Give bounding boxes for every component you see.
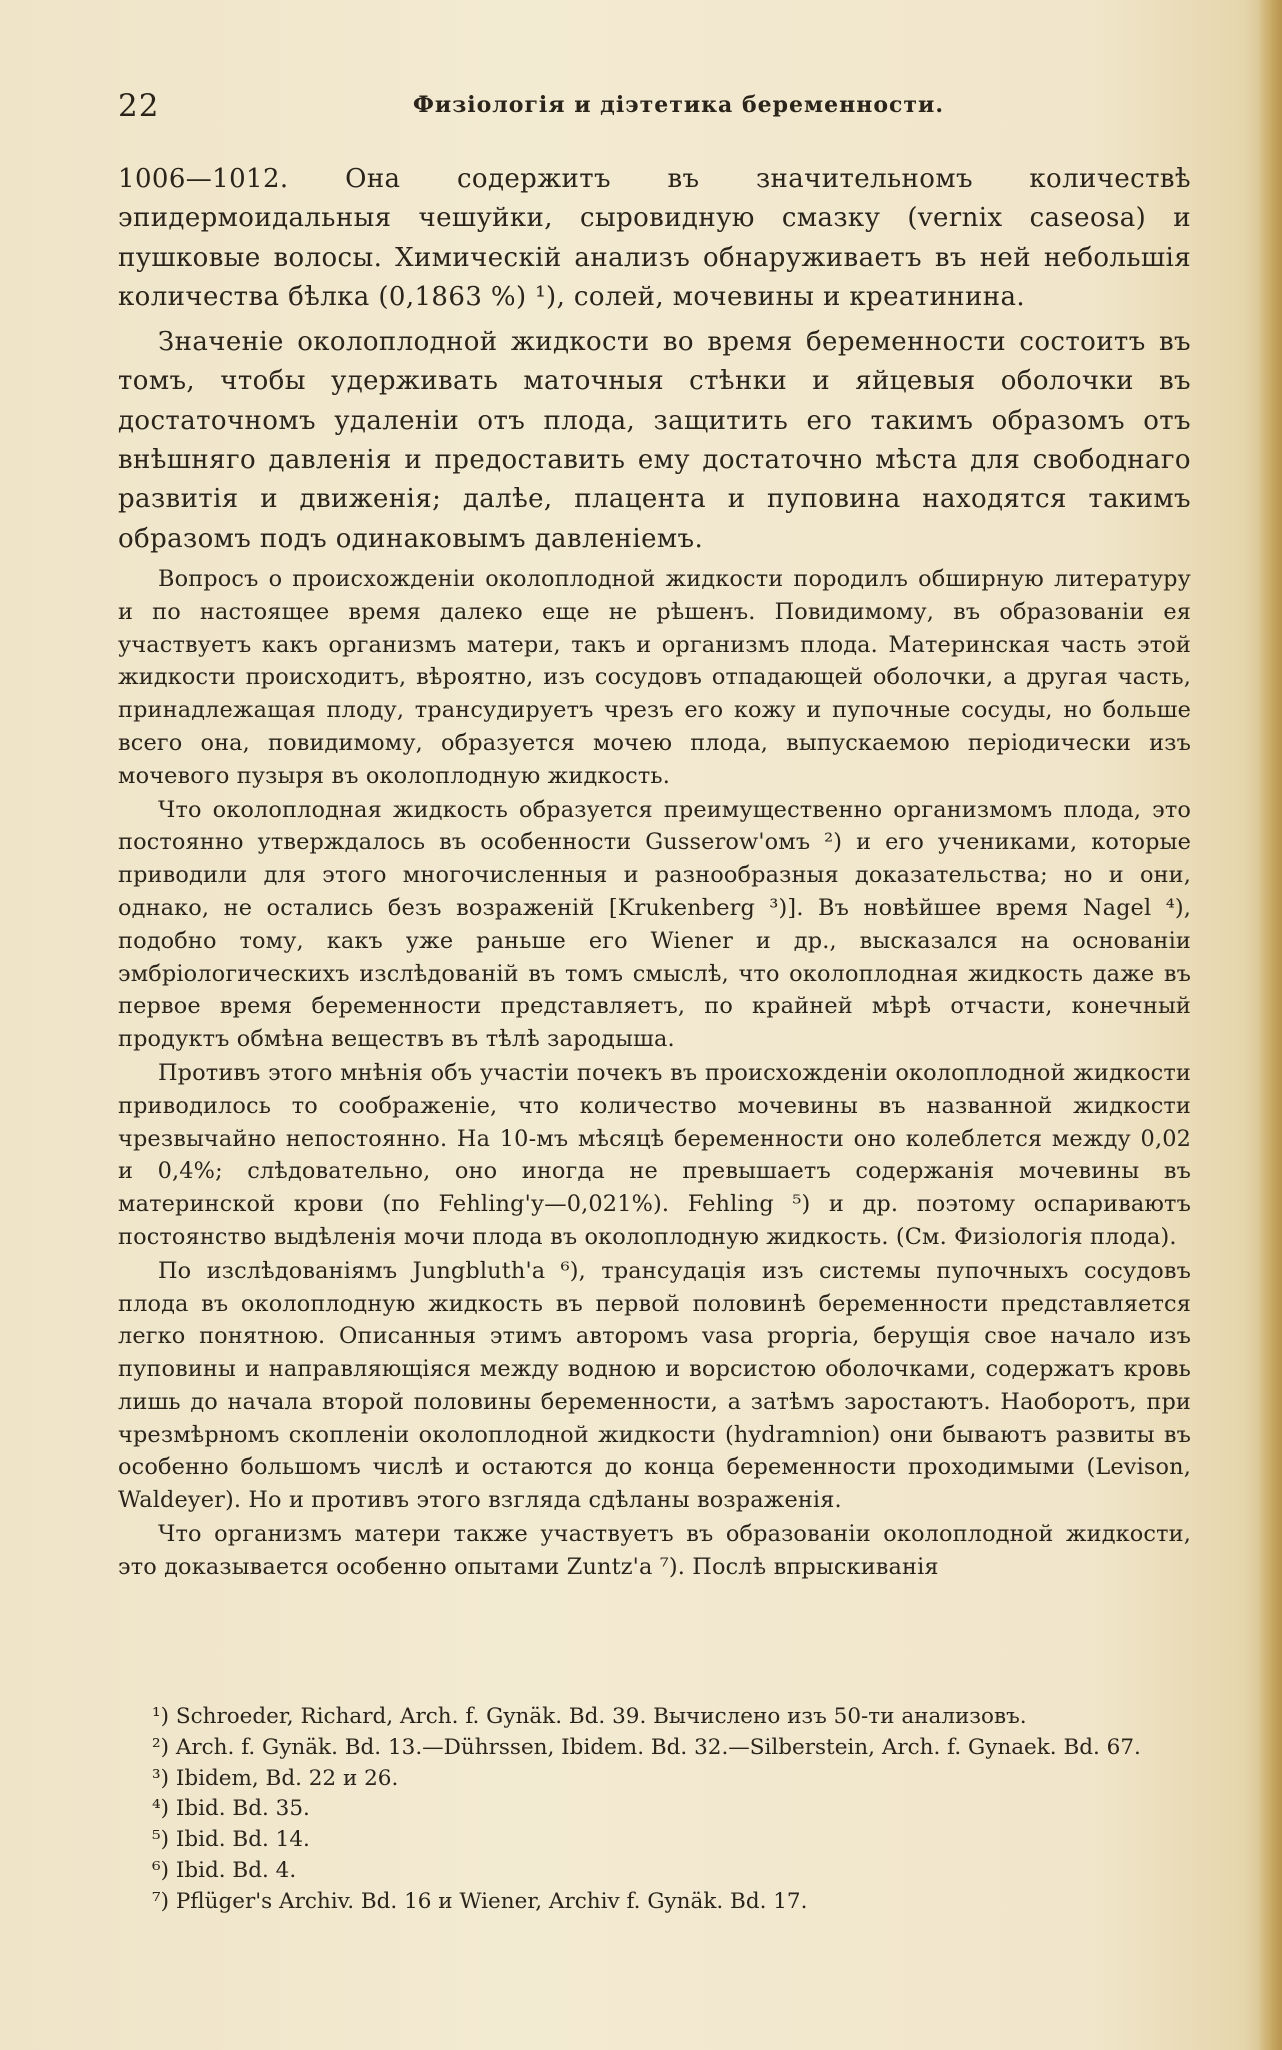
footnote-4: ⁴) Ibid. Bd. 35. xyxy=(152,1796,310,1822)
page-edge xyxy=(1260,0,1282,2050)
paragraph-jungbluth: По изслѣдованіямъ Jungbluth'а ⁶), трансудація изъ системы пупочныхъ сосудовъ плода въ околоплодную жидкость въ первой половинѣ беременности представляется легко понятною. Описанныя этимъ авторомъ vasa propria, берущія свое начало изъ пуповины и направляющіяся между водною и ворсистою оболочками, содержатъ кровь лишь до начала второй половины беременности, а затѣмъ заростаютъ. Наоборотъ, при чрезмѣрномъ скопленіи околоплодной жидкости (hydramnion) они бываютъ развиты въ особенно большомъ числѣ и остаются до конца беременности проходимыми (Levison, Waldeyer). Но и противъ этого взгляда сдѣланы возраженія. xyxy=(118,1257,1191,1514)
footnotes xyxy=(118,1702,1191,1918)
paragraph-zuntz: Что организмъ матери также участвуетъ въ образованіи околоплодной жидкости, это доказывается особенно опытами Zuntz'а ⁷). Послѣ впрыскиванія xyxy=(118,1521,1191,1580)
page-header xyxy=(118,88,1148,128)
small-print-section xyxy=(118,563,1191,1584)
paragraph-vernix: 1006—1012. Она содержитъ въ значительномъ количествѣ эпидермоидальныя чешуйки, сыровидную смазку (vernix caseosa) и пушковые волосы. Химическій анализъ обнаруживаетъ въ ней небольшія количества бѣлка (0,1863 %) ¹), солей, мочевины и креатинина. xyxy=(118,164,1191,312)
footnote-5: ⁵) Ibid. Bd. 14. xyxy=(152,1827,310,1853)
footnote-6: ⁶) Ibid. Bd. 4. xyxy=(152,1857,297,1883)
footnote-2: ²) Arch. f. Gynäk. Bd. 13.—Dührssen, Ibidem. Bd. 32.—Silberstein, Arch. f. Gynaek. Bd. 67. xyxy=(152,1734,1141,1760)
large-print-section xyxy=(118,160,1191,559)
footnote-1: ¹) Schroeder, Richard, Arch. f. Gynäk. Bd. 39. Вычислено изъ 50-ти анализовъ. xyxy=(152,1704,1027,1729)
page-number: 22 xyxy=(118,88,160,124)
paragraph-significance: Значеніе околоплодной жидкости во время беременности состоитъ въ томъ, чтобы удерживать маточныя стѣнки и яйцевыя оболочки въ достаточномъ удаленіи отъ плода, защитить его такимъ образомъ отъ внѣшняго давленія и предоставить ему достаточно мѣста для свободнаго развитія и движенія; далѣе, плацента и пуповина находятся такимъ образомъ подъ одинаковымъ давленіемъ. xyxy=(118,327,1191,554)
footnote-3: ³) Ibidem, Bd. 22 и 26. xyxy=(152,1765,399,1791)
footnote-7: ⁷) Pflüger's Archiv. Bd. 16 и Wiener, Archiv f. Gynäk. Bd. 17. xyxy=(152,1888,808,1914)
paragraph-objection: Противъ этого мнѣнія объ участіи почекъ въ происхожденіи околоплодной жидкости приводилось то соображеніе, что количество мочевины въ названной жидкости чрезвычайно непостоянно. На 10-мъ мѣсяцѣ беременности оно колеблется между 0,02 и 0,4%; слѣдовательно, оно иногда не превышаетъ содержанія мочевины въ материнской крови (по Fehling'у—0,021%). Fehling ⁵) и др. поэтому оспариваютъ постоянство выдѣленія мочи плода въ околоплодную жидкость. (См. Физіологія плода). xyxy=(118,1059,1191,1250)
running-title: Физіологія и діэтетика беременности. xyxy=(413,92,945,118)
paragraph-origin: Вопросъ о происхожденіи околоплодной жидкости породилъ обширную литературу и по настоящее время далеко еще не рѣшенъ. Повидимому, въ образованіи ея участвуетъ какъ организмъ матери, такъ и организмъ плода. Материнская часть этой жидкости происходитъ, вѣроятно, изъ сосудовъ отпадающей оболочки, а другая часть, принадлежащая плоду, трансудируетъ чрезъ его кожу и пупочные сосуды, но больше всего она, повидимому, образуется мочею плода, выпускаемою періодически изъ мочевого пузыря въ околоплодную жидкость. xyxy=(118,565,1191,789)
main-text xyxy=(118,160,1191,1584)
paragraph-fetal-organism: Что околоплодная жидкость образуется преимущественно организмомъ плода, это постоянно утверждалось въ особенности Gusserow'омъ ²) и его учениками, которые приводили для этого многочисленныя и разнообразныя доказательства; но и они, однако, не остались безъ возраженій [Krukenberg ³)]. Въ новѣйшее время Nagel ⁴), подобно тому, какъ уже раньше его Wiener и др., высказался на основаніи эмбріологическихъ изслѣдованій въ томъ смыслѣ, что околоплодная жидкость даже въ первое время беременности представляетъ, по крайней мѣрѣ отчасти, конечный продуктъ обмѣна веществъ въ тѣлѣ зародыша. xyxy=(118,796,1191,1053)
